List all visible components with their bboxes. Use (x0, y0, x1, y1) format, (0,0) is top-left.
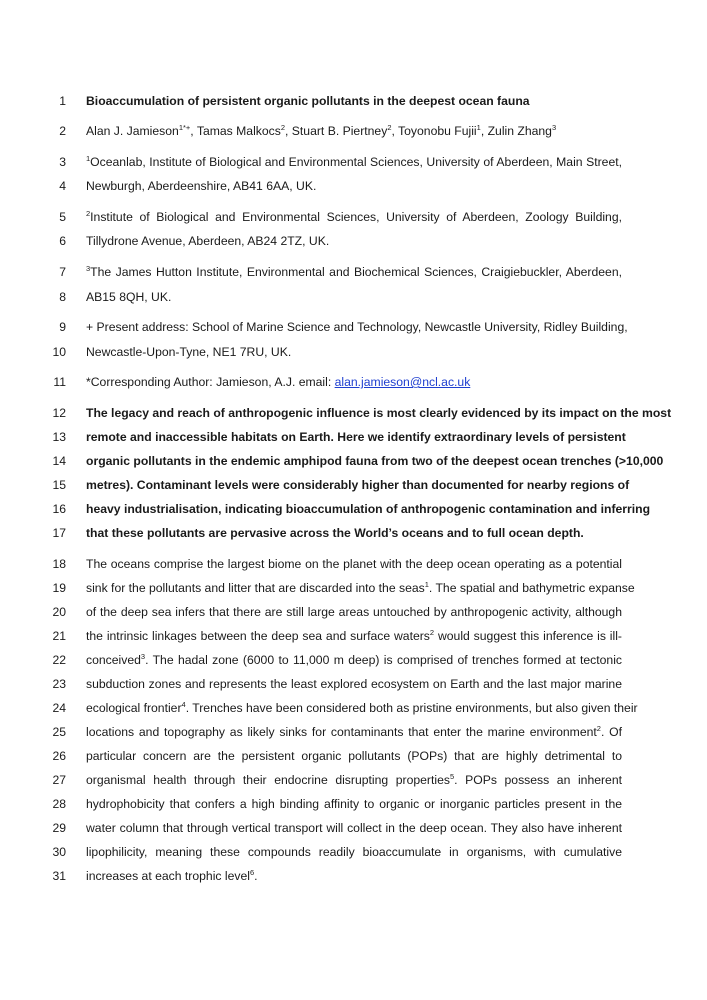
body-line (86, 651, 622, 669)
abstract-line: organic pollutants in the endemic amphipod fauna from two of the deepest ocean trenches (>10,000 (86, 454, 664, 468)
email-link[interactable]: alan.jamieson@ncl.ac.uk (334, 375, 471, 389)
citation-mark: 4 (181, 700, 186, 709)
author-separator: , (391, 124, 399, 138)
line-14 (0, 452, 707, 470)
line-1 (0, 92, 707, 110)
line-23 (0, 675, 707, 693)
abstract-line: metres). Contaminant levels were considerably higher than documented for nearby regions of (86, 478, 630, 492)
line-31 (0, 867, 707, 885)
line-number: 5 (59, 210, 66, 224)
citation-mark: 2 (429, 628, 435, 637)
line-20 (0, 603, 707, 621)
author-separator: , (285, 124, 292, 138)
body-line (86, 771, 622, 789)
line-22 (0, 651, 707, 669)
body-line (86, 723, 622, 741)
line-number: 3 (59, 155, 66, 169)
affiliation-1 (86, 153, 622, 171)
line-number: 30 (52, 845, 66, 859)
line-number: 31 (52, 869, 66, 883)
corresponding-author (86, 373, 622, 391)
line-number: 11 (53, 375, 66, 389)
citation-mark: 1 (424, 580, 429, 589)
line-number: 15 (52, 478, 66, 492)
present-address-cont: Newcastle-Upon-Tyne, NE1 7RU, UK. (86, 345, 292, 359)
affiliation-2-cont: Tillydrone Avenue, Aberdeen, AB24 2TZ, UK. (86, 234, 330, 248)
body-text: would suggest this inference is ill- (434, 629, 622, 643)
abstract-line: remote and inaccessible habitats on Earth. Here we identify extraordinary levels of persistent (86, 430, 626, 444)
line-number: 14 (52, 454, 66, 468)
body-text: . Trenches have been considered both as pristine environments, but also given their (185, 701, 638, 715)
author-list (86, 122, 622, 140)
body-line: water column that through vertical transport will collect in the deep ocean. They also have inherent (86, 821, 622, 835)
body-line: The oceans comprise the largest biome on the planet with the deep ocean operating as a potential (86, 557, 622, 571)
line-13 (0, 428, 707, 446)
line-number: 9 (59, 320, 66, 334)
line-number: 24 (52, 701, 66, 715)
line-number: 7 (59, 265, 66, 279)
body-text: . POPs possess an inherent (454, 773, 622, 787)
body-line: subduction zones and represents the least explored ecosystem on Earth and the last major marine (86, 677, 622, 691)
body-text: increases at each trophic level (86, 869, 250, 883)
line-7 (0, 263, 707, 281)
author-name: Alan J. Jamieson (86, 124, 179, 138)
abstract-line: The legacy and reach of anthropogenic influence is most clearly evidenced by its impact on the most (86, 406, 672, 420)
line-number: 23 (52, 677, 66, 691)
line-number: 28 (52, 797, 66, 811)
affiliation-3 (86, 263, 622, 281)
author-name: Zulin Zhang (487, 124, 552, 138)
paper-title: Bioaccumulation of persistent organic pollutants in the deepest ocean fauna (86, 94, 530, 108)
line-8 (0, 288, 707, 306)
body-line (86, 579, 635, 597)
line-11 (0, 373, 707, 391)
line-2 (0, 122, 707, 140)
line-6 (0, 232, 707, 250)
line-21 (0, 627, 707, 645)
body-text: conceived (86, 653, 141, 667)
body-text: . The spatial and bathymetric expanse (428, 581, 635, 595)
corresponding-label: *Corresponding Author: Jamieson, A.J. email: (86, 375, 335, 389)
citation-mark: 2 (596, 724, 601, 733)
line-number: 13 (52, 430, 66, 444)
body-line: particular concern are the persistent organic pollutants (POPs) that are highly detrimental to (86, 749, 622, 763)
body-text: organismal health through their endocrine disrupting properties (86, 773, 450, 787)
author-name: Tamas Malkocs (196, 124, 281, 138)
line-4 (0, 177, 707, 195)
line-19 (0, 579, 707, 597)
affiliation-1-cont: Newburgh, Aberdeenshire, AB41 6AA, UK. (86, 179, 317, 193)
line-29 (0, 819, 707, 837)
author-affiliation-mark: 1 (476, 123, 481, 132)
affiliation-mark: 2 (86, 209, 91, 218)
author-name: Toyonobu Fujii (398, 124, 477, 138)
body-text: the intrinsic linkages between the deep sea and surface waters (86, 629, 430, 643)
line-number: 1 (59, 94, 66, 108)
line-number: 4 (59, 179, 66, 193)
line-16 (0, 500, 707, 518)
affiliation-2 (86, 208, 622, 226)
line-28 (0, 795, 707, 813)
abstract-line: that these pollutants are pervasive across the World’s oceans and to full ocean depth. (86, 526, 584, 540)
body-text: . Of (600, 725, 622, 739)
body-line (86, 627, 622, 645)
line-number: 6 (59, 234, 66, 248)
affiliation-text: Institute of Biological and Environmental Sciences, University of Aberdeen, Zoology Building, (90, 210, 622, 224)
line-number: 18 (52, 557, 66, 571)
line-number: 20 (52, 605, 66, 619)
author-affiliation-mark: 2 (280, 123, 286, 132)
body-line (86, 699, 638, 717)
line-25 (0, 723, 707, 741)
line-number: 19 (52, 581, 66, 595)
line-10 (0, 343, 707, 361)
line-18 (0, 555, 707, 573)
line-30 (0, 843, 707, 861)
line-3 (0, 153, 707, 171)
line-12 (0, 404, 707, 422)
line-number: 16 (52, 502, 66, 516)
body-line: of the deep sea infers that there are still large areas untouched by anthropogenic activity, although (86, 605, 622, 619)
author-affiliation-mark: 2 (387, 123, 392, 132)
author-separator: , (480, 124, 488, 138)
affiliation-text: Oceanlab, Institute of Biological and Environmental Sciences, University of Aberdeen, Main Street, (90, 155, 622, 169)
line-number: 17 (52, 526, 66, 540)
author-affiliation-mark: 1*+ (178, 123, 191, 132)
body-line: hydrophobicity that confers a high binding affinity to organic or inorganic particles present in the (86, 797, 622, 811)
line-15 (0, 476, 707, 494)
citation-mark: 3 (140, 652, 146, 661)
line-number: 2 (59, 124, 66, 138)
line-number: 10 (52, 345, 66, 359)
body-text: ecological frontier (86, 701, 182, 715)
abstract-line: heavy industrialisation, indicating bioaccumulation of anthropogenic contamination and inferring (86, 502, 651, 516)
line-number: 25 (52, 725, 66, 739)
line-number: 26 (52, 749, 66, 763)
author-separator: , (190, 124, 197, 138)
present-address: + Present address: School of Marine Science and Technology, Newcastle University, Ridley Building, (86, 320, 628, 334)
body-text: . The hadal zone (6000 to 11,000 m deep) is comprised of trenches formed at tectonic (145, 653, 622, 667)
line-17 (0, 524, 707, 542)
affiliation-text: The James Hutton Institute, Environmental and Biochemical Sciences, Craigiebuckler, Aberdeen, (90, 265, 622, 279)
body-text: sink for the pollutants and litter that are discarded into the seas (86, 581, 425, 595)
line-5 (0, 208, 707, 226)
line-number: 29 (52, 821, 66, 835)
line-27 (0, 771, 707, 789)
affiliation-3-cont: AB15 8QH, UK. (86, 290, 172, 304)
line-24 (0, 699, 707, 717)
line-number: 8 (59, 290, 66, 304)
body-line: lipophilicity, meaning these compounds readily bioaccumulate in organisms, with cumulative (86, 845, 622, 859)
line-number: 27 (52, 773, 66, 787)
citation-mark: 6 (249, 868, 255, 877)
body-line (86, 867, 622, 885)
author-name: Stuart B. Piertney (291, 124, 388, 138)
affiliation-mark: 3 (86, 264, 91, 273)
line-number: 22 (52, 653, 66, 667)
body-text: locations and topography as likely sinks for contaminants that enter the marine environment (86, 725, 597, 739)
author-affiliation-mark: 3 (551, 123, 557, 132)
line-26 (0, 747, 707, 765)
line-9 (0, 318, 707, 336)
body-text: . (254, 869, 258, 883)
citation-mark: 5 (449, 772, 455, 781)
line-number: 21 (52, 629, 66, 643)
affiliation-mark: 1 (86, 154, 91, 163)
line-number: 12 (52, 406, 66, 420)
